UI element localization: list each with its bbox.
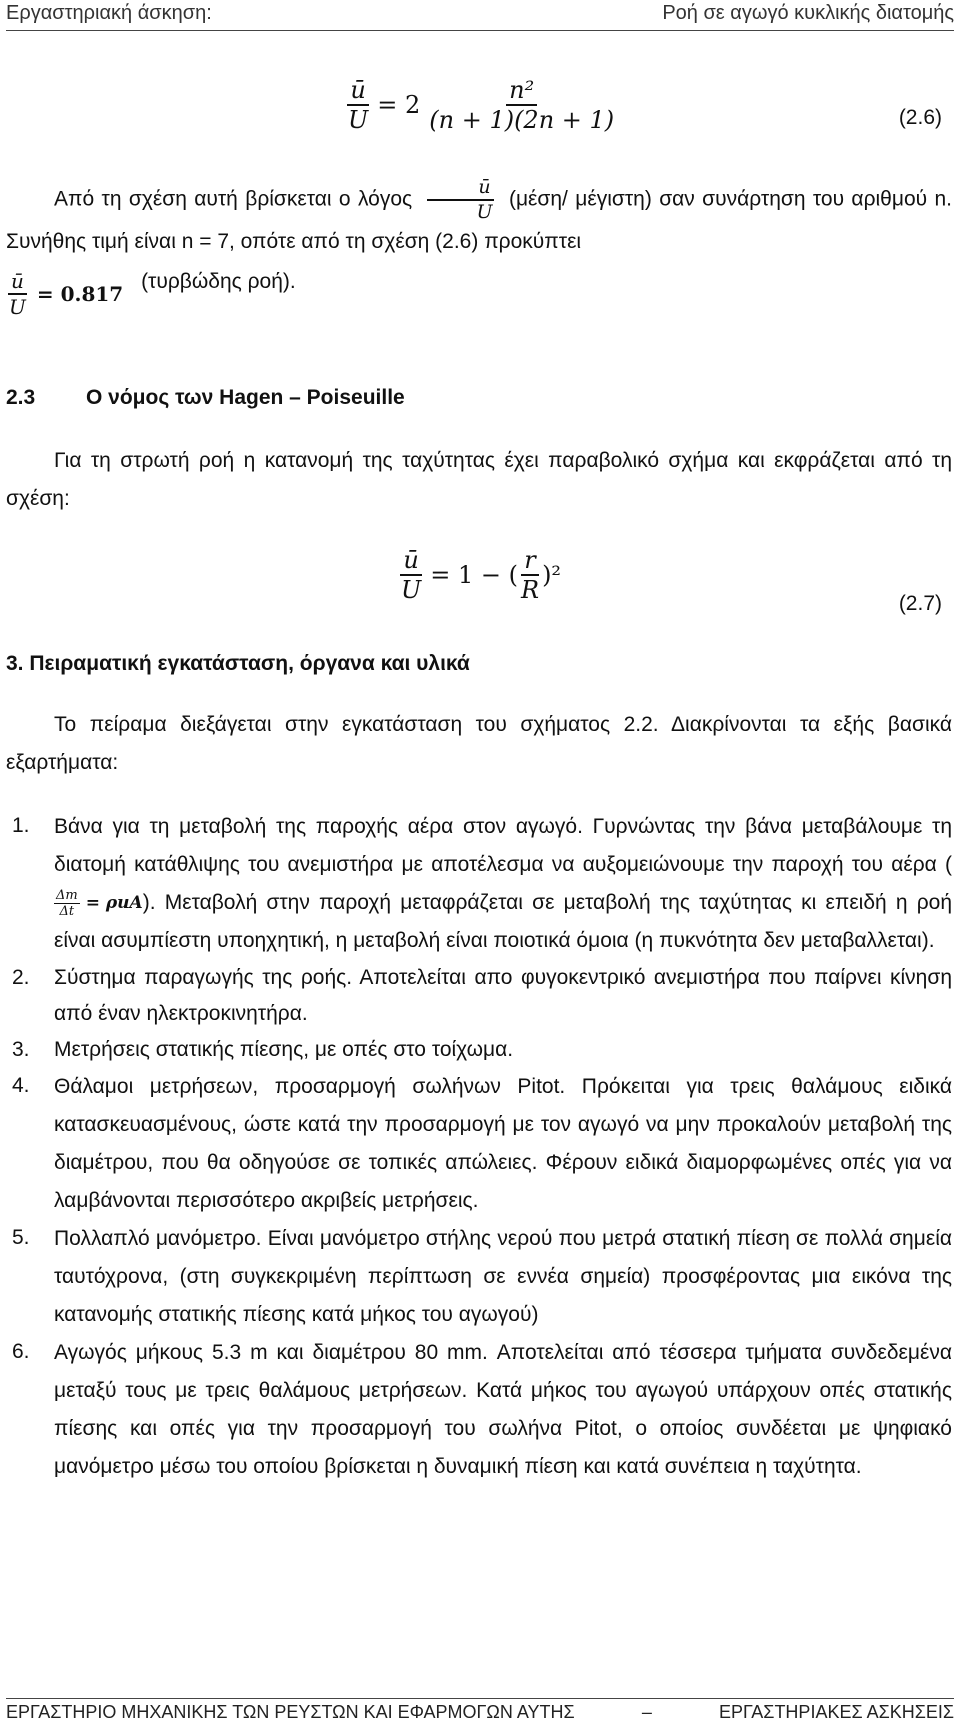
footer-rule xyxy=(6,1698,954,1699)
header-rule xyxy=(6,30,954,31)
list-item: 5. Πολλαπλό μανόμετρο. Είναι μανόμετρο στήλης νερού που μετρά στατική πίεση σε πολλά σημεία ταυτόχρονα, (στη συγκεκριμένη περίπτωση σε εννέα σημεία) προσφέροντας μια εικόνα της κατανομής στατικής πίεσης κατά μήκος του αγωγού) xyxy=(12,1226,952,1327)
section-3-heading: 3. Πειραματική εγκατάσταση, όργανα και υλικά xyxy=(6,652,470,675)
footer-left: ΕΡΓΑΣΤΗΡΙΟ ΜΗΧΑΝΙΚΗΣ ΤΩΝ ΡΕΥΣΤΩΝ ΚΑΙ ΕΦΑΡΜΟΓΩΝ ΑΥΤΗΣ xyxy=(6,1702,575,1722)
header-left: Εργαστηριακή άσκηση: xyxy=(6,2,212,24)
eq26-rhs: $\frac{\text{n²}}{(n + 1)(2n + 1)}$ xyxy=(429,76,615,134)
paragraph-laminar: Για τη στρωτή ροή η κατανομή της ταχύτητας έχει παραβολικό σχήμα και εκφράζεται από τη σχέση: xyxy=(6,449,952,510)
footer-dash: – xyxy=(641,1702,652,1722)
equation-2-6 xyxy=(345,78,617,132)
footer-right: ΕΡΓΑΣΤΗΡΙΑΚΕΣ ΑΣΚΗΣΕΙΣ xyxy=(719,1702,954,1722)
result-equation: $\frac{ū}{U}$ = 0.817 xyxy=(9,269,124,319)
header-right: Ροή σε αγωγό κυκλικής διατομής xyxy=(662,2,954,24)
equation-2-7: $\frac{ū}{U}$ = 1 − ( $\frac{r}{R}$ )² xyxy=(401,546,562,604)
eq26-equals: = 2 xyxy=(377,91,421,119)
eq26-lhs: $\frac{ū}{U}$ xyxy=(348,76,369,134)
list-item: 1. Βάνα για τη μεταβολή της παροχής αέρα στον αγωγό. Γυρνώντας την βάνα μεταβάλουμε τη διατομή κατάθλιψης του ανεμιστήρα με αποτέλεσμα να αυξομειώνουμε την παροχή του αέρα ( $\frac{\Delta m}{\Delta t}$ = ρuA ). Μεταβολή στην παροχή μεταφράζεται σε μεταβολή της ταχύτητας κι επειδή η ροή είναι ασυμπίεστη υποηχητική, η μεταβολή είναι ποιοτικά όμοια (η πυκνότητα δεν μεταβαλλεται). xyxy=(12,814,952,953)
paragraph-ratio: Από τη σχέση αυτή βρίσκεται ο λόγος $\frac{ū}{U}$ (μέση/ μέγιστη) σαν συνάρτηση του αριθμού n. Συνήθης τιμή είναι n = 7, οπότε από τη σχέση (2.6) προκύπτει $\frac{ū}{U}$ = 0.817 (τυρβώδης ροή). xyxy=(6,176,953,319)
equation-number-2-7: (2.7) xyxy=(898,592,942,615)
section-2-3-heading: 2.3 Ο νόμος των Hagen – Poiseuille xyxy=(6,386,405,409)
page-footer xyxy=(6,1702,954,1723)
flow-rate-equation: $\frac{\Delta m}{\Delta t}$ = ρuA xyxy=(56,887,143,919)
ratio-fraction: $\frac{ū}{U}$ xyxy=(426,178,496,222)
list-item: 3. Μετρήσεις στατικής πίεσης, με οπές στο τοίχωμα. xyxy=(12,1038,514,1062)
equation-number-2-6: (2.6) xyxy=(898,106,942,129)
components-list xyxy=(6,808,952,1486)
paragraph-installation: Το πείραμα διεξάγεται στην εγκατάσταση του σχήματος 2.2. Διακρίνονται τα εξής βασικά εξαρτήματα: xyxy=(6,713,952,774)
list-item: 2. Σύστημα παραγωγής της ροής. Αποτελείται απο φυγοκεντρικό ανεμιστήρα που παίρνει κίνηση από έναν ηλεκτροκινητήρα. xyxy=(12,966,952,1026)
list-item: 4. Θάλαμοι μετρήσεων, προσαρμογή σωλήνων Pitot. Πρόκειται για τρεις θαλάμους ειδικά κατασκευασμένους, ώστε κατά την προσαρμογή με τον αγωγό να μην προκαλούν μεταβολή της διαμέτρου, που θα οδηγούσε σε τοπικές απώλειες. Φέρουν ειδικά διαμορφωμένες οπές για να λαμβάνονται περισσότερο ακριβείς μετρήσεις. xyxy=(12,1074,952,1213)
list-item: 6. Αγωγός μήκους 5.3 m και διαμέτρου 80 mm. Αποτελείται από τέσσερα τμήματα συνδεδεμένα μεταξύ τους με τρεις θαλάμους μετρήσεων. Κατά μήκος του αγωγού υπάρχουν οπές στατικής πίεσης και οπές για την προσαρμογή του σωλήνα Pitot, ο οποίος συνδέεται με ψηφιακό μανόμετρο μέσω του οποίου βρίσκεται η δυναμική πίεση και κατά συνέπεια η ταχύτητα. xyxy=(12,1340,952,1479)
page-header xyxy=(6,2,954,30)
